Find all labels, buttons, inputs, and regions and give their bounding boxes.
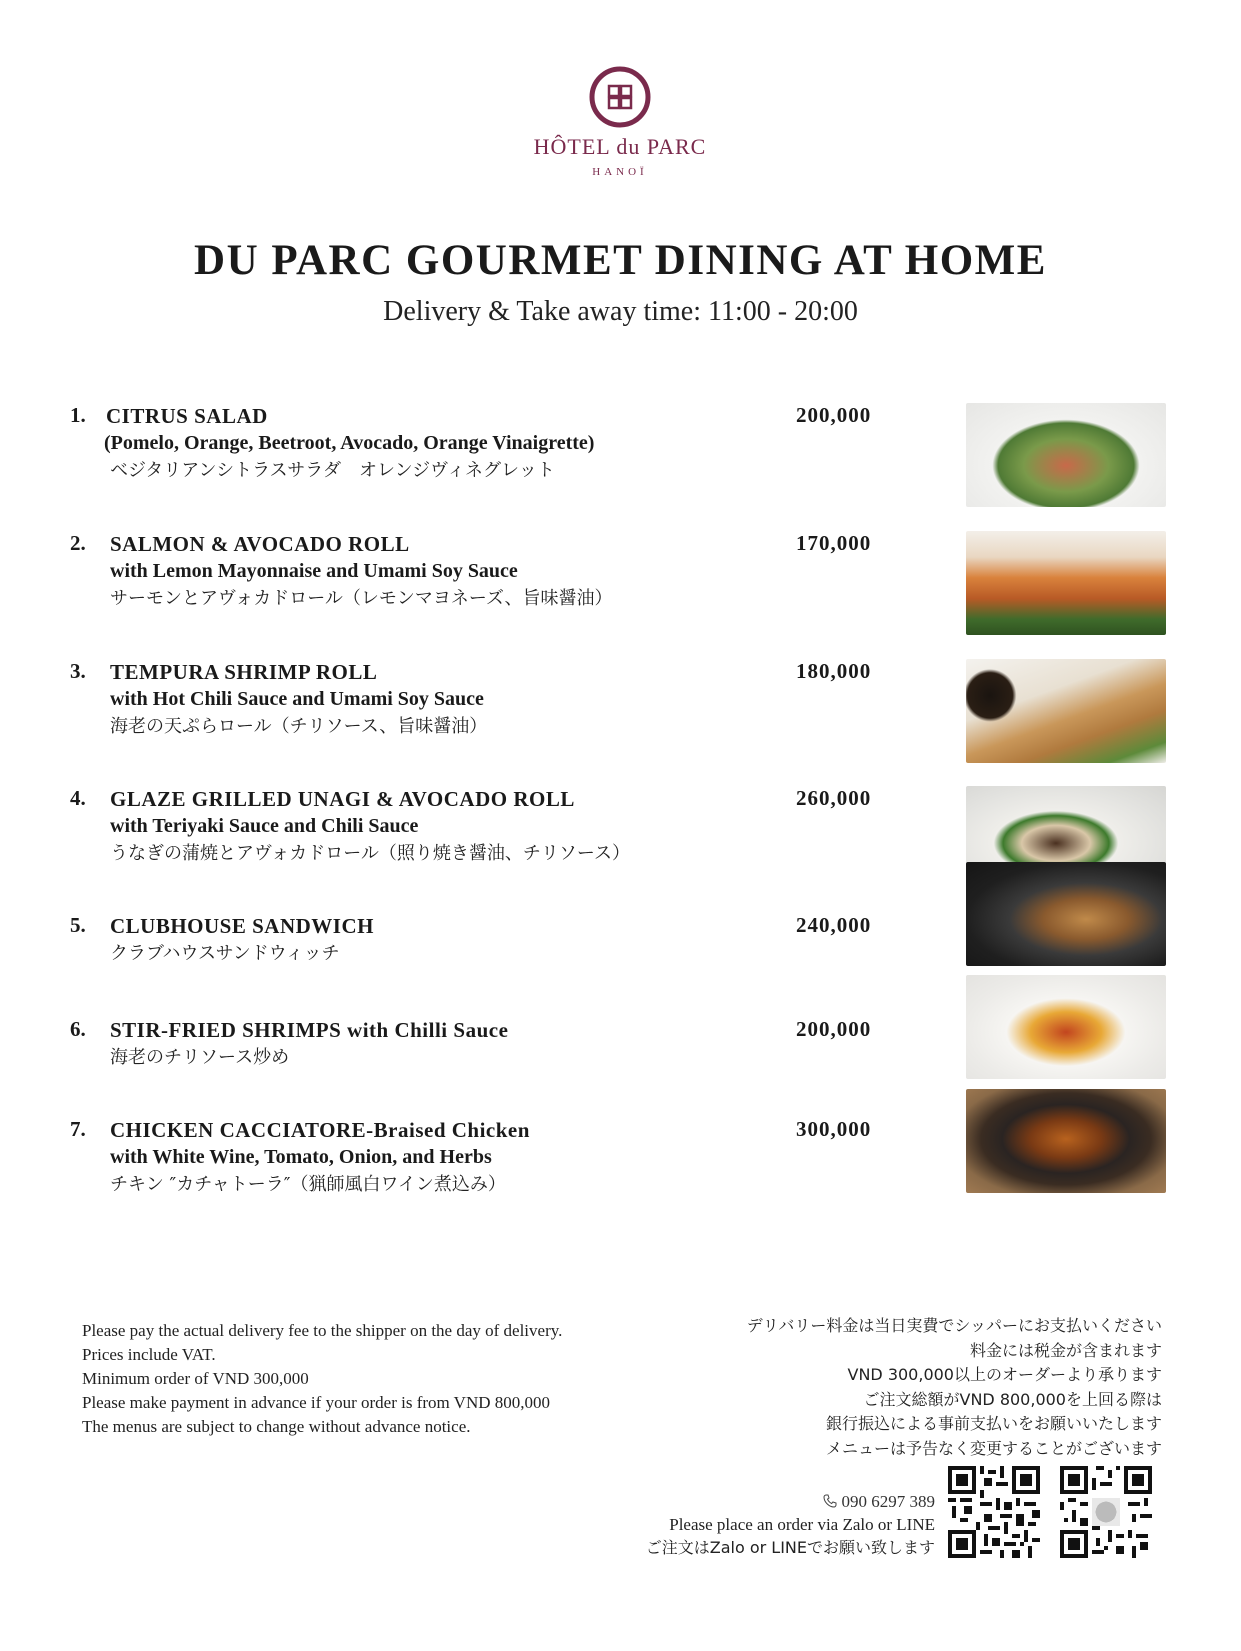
item-price: 300,000 [796, 1117, 872, 1141]
note-line: Please pay the actual delivery fee to the shipper on the day of delivery. [82, 1321, 563, 1340]
brand-name: HÔTEL du PARC [533, 134, 707, 159]
item-number: 1. [70, 403, 86, 427]
tempura-roll-photo [966, 659, 1166, 763]
menu-item [70, 403, 1170, 513]
item-japanese-name: 海老のチリソース炒め [110, 1047, 290, 1068]
item-description: with Hot Chili Sauce and Umami Soy Sauce [110, 688, 484, 710]
item-name: STIR-FRIED SHRIMPS with Chilli Sauce [110, 1018, 509, 1042]
note-line: Minimum order of VND 300,000 [82, 1369, 309, 1388]
item-name: CLUBHOUSE SANDWICH [110, 914, 374, 938]
item-number: 6. [70, 1017, 86, 1041]
sandwich-photo [966, 862, 1166, 966]
note-line: Please make payment in advance if your order is from VND 800,000 [82, 1393, 551, 1412]
item-name: CITRUS SALAD [106, 404, 268, 428]
zalo-qr-code[interactable] [948, 1466, 1040, 1558]
item-number: 7. [70, 1117, 86, 1141]
order-instruction-japanese: ご注文はZalo or LINEでお願い致します [645, 1538, 935, 1557]
menu-item [70, 659, 1170, 769]
item-name: GLAZE GRILLED UNAGI & AVOCADO ROLL [110, 787, 575, 811]
phone-icon [823, 1494, 837, 1508]
contact-block [646, 1490, 935, 1559]
page-subtitle: Delivery & Take away time: 11:00 - 20:00 [383, 296, 858, 327]
note-line: メニューは予告なく変更することがございます [825, 1438, 1162, 1458]
note-line: The menus are subject to change without advance notice. [82, 1417, 471, 1436]
notes-japanese [747, 1314, 1162, 1461]
salmon-roll-photo [966, 531, 1166, 635]
item-description: with White Wine, Tomato, Onion, and Herbs [110, 1146, 492, 1168]
note-line: ご注文総額がVND 800,000を上回る際は [863, 1389, 1162, 1409]
phone-number[interactable]: 090 6297 389 [841, 1492, 935, 1511]
item-price: 200,000 [796, 403, 872, 427]
menu-item [70, 1117, 1170, 1227]
item-japanese-name: ベジタリアンシトラスサラダ オレンジヴィネグレット [110, 460, 555, 481]
brand-city: HANOÏ [592, 166, 648, 178]
item-price: 180,000 [796, 659, 872, 683]
item-japanese-name: クラブハウスサンドウィッチ [110, 943, 340, 964]
item-name: SALMON & AVOCADO ROLL [110, 532, 410, 556]
item-name: TEMPURA SHRIMP ROLL [110, 660, 378, 684]
monogram-icon [589, 66, 651, 128]
shrimp-photo [966, 975, 1166, 1079]
note-line: 料金には税金が含まれます [969, 1340, 1162, 1360]
item-number: 3. [70, 659, 86, 683]
item-price: 170,000 [796, 531, 872, 555]
item-japanese-name: チキン ″カチャトーラ″（猟師風白ワイン煮込み） [110, 1174, 506, 1195]
item-name: CHICKEN CACCIATORE-Braised Chicken [110, 1118, 530, 1142]
notes-english [82, 1319, 562, 1439]
salad-photo [966, 403, 1166, 507]
item-japanese-name: 海老の天ぷらロール（チリソース、旨味醤油） [110, 716, 488, 737]
item-number: 2. [70, 531, 86, 555]
item-number: 4. [70, 786, 86, 810]
item-japanese-name: うなぎの蒲焼とアヴォカドロール（照り焼き醤油、チリソース） [110, 843, 631, 864]
note-line: デリバリー料金は当日実費でシッパーにお支払いください [746, 1316, 1162, 1335]
chicken-photo [966, 1089, 1166, 1193]
item-description: with Lemon Mayonnaise and Umami Soy Sauce [110, 560, 518, 582]
item-japanese-name: サーモンとアヴォカドロール（レモンマヨネーズ、旨味醤油） [110, 588, 613, 609]
item-description: (Pomelo, Orange, Beetroot, Avocado, Orange Vinaigrette) [104, 432, 595, 454]
item-price: 260,000 [796, 786, 872, 810]
order-instruction: Please place an order via Zalo or LINE [669, 1515, 935, 1534]
item-description: with Teriyaki Sauce and Chili Sauce [110, 815, 419, 837]
item-price: 200,000 [796, 1017, 872, 1041]
hotel-logo [533, 66, 707, 178]
note-line: 銀行振込による事前支払いをお願いいたします [825, 1414, 1162, 1433]
item-price: 240,000 [796, 913, 872, 937]
item-number: 5. [70, 913, 86, 937]
phone-row [646, 1490, 935, 1513]
line-qr-code[interactable] [1060, 1466, 1152, 1558]
note-line: VND 300,000以上のオーダーより承ります [847, 1365, 1162, 1384]
menu-item [70, 531, 1170, 641]
page-title: DU PARC GOURMET DINING AT HOME [194, 237, 1047, 284]
note-line: Prices include VAT. [82, 1345, 216, 1364]
